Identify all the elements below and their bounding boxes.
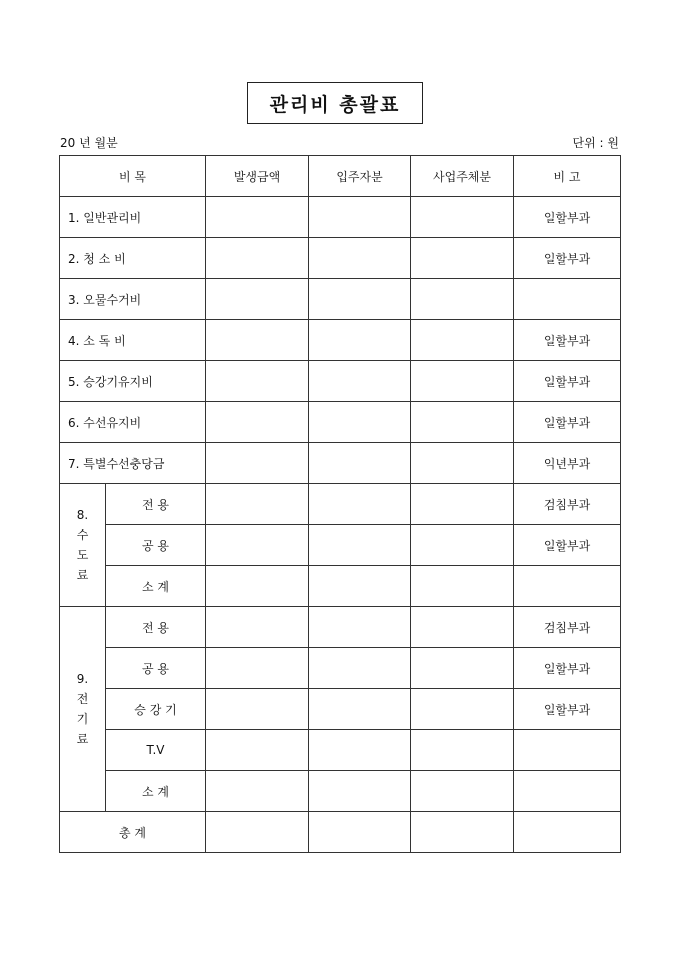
total-row (60, 812, 621, 853)
unit-label: 단위 : 원 (572, 136, 619, 150)
business-cell (411, 812, 514, 853)
business-cell (411, 730, 514, 771)
table-row (60, 197, 621, 238)
amount-cell (206, 279, 309, 320)
period-label: 20 년 월분 (60, 136, 118, 150)
table-row (60, 771, 621, 812)
business-cell (411, 238, 514, 279)
tenant-cell (309, 566, 411, 607)
sub-label: 전 용 (106, 607, 206, 648)
tenant-cell (309, 730, 411, 771)
table-row (60, 566, 621, 607)
remark-cell: 검침부과 (514, 484, 621, 525)
amount-cell (206, 607, 309, 648)
business-cell (411, 648, 514, 689)
table-row (60, 648, 621, 689)
table-row (60, 525, 621, 566)
header-business: 사업주체분 (411, 156, 514, 197)
business-cell (411, 197, 514, 238)
table-row (60, 279, 621, 320)
amount-cell (206, 361, 309, 402)
remark-cell (514, 566, 621, 607)
tenant-cell (309, 484, 411, 525)
row-label: 3. 오물수거비 (60, 279, 206, 320)
amount-cell (206, 648, 309, 689)
amount-cell (206, 689, 309, 730)
header-tenant: 입주자분 (309, 156, 411, 197)
tenant-cell (309, 525, 411, 566)
table-row (60, 689, 621, 730)
remark-cell: 일할부과 (514, 648, 621, 689)
business-cell (411, 484, 514, 525)
row-label: 6. 수선유지비 (60, 402, 206, 443)
table-row (60, 361, 621, 402)
business-cell (411, 689, 514, 730)
sub-label: T.V (106, 730, 206, 771)
group-char: 료 (76, 732, 89, 746)
row-label: 1. 일반관리비 (60, 197, 206, 238)
header-amount: 발생금액 (206, 156, 309, 197)
remark-cell: 일할부과 (514, 320, 621, 361)
group-char: 8. (76, 508, 89, 522)
remark-cell (514, 812, 621, 853)
amount-cell (206, 402, 309, 443)
remark-cell: 일할부과 (514, 197, 621, 238)
remark-cell: 일할부과 (514, 361, 621, 402)
sub-label: 공 용 (106, 525, 206, 566)
sub-label: 공 용 (106, 648, 206, 689)
row-label: 5. 승강기유지비 (60, 361, 206, 402)
row-label: 4. 소 독 비 (60, 320, 206, 361)
group-char: 도 (76, 548, 89, 562)
tenant-cell (309, 607, 411, 648)
sub-label: 승 강 기 (106, 689, 206, 730)
amount-cell (206, 525, 309, 566)
group-char: 전 (76, 692, 89, 706)
group-char: 기 (76, 712, 89, 726)
remark-cell: 검침부과 (514, 607, 621, 648)
total-label: 총 계 (60, 812, 206, 853)
tenant-cell (309, 402, 411, 443)
tenant-cell (309, 279, 411, 320)
table-row (60, 320, 621, 361)
tenant-cell (309, 689, 411, 730)
table-row (60, 607, 621, 648)
group-char: 수 (76, 528, 89, 542)
remark-cell: 일할부과 (514, 402, 621, 443)
header-item: 비 목 (60, 156, 206, 197)
tenant-cell (309, 771, 411, 812)
tenant-cell (309, 320, 411, 361)
table-row (60, 484, 621, 525)
row-label: 7. 특별수선충당금 (60, 443, 206, 484)
remark-cell: 일할부과 (514, 525, 621, 566)
tenant-cell (309, 812, 411, 853)
sub-label: 소 계 (106, 771, 206, 812)
amount-cell (206, 730, 309, 771)
business-cell (411, 279, 514, 320)
table-row (60, 730, 621, 771)
header-remark: 비 고 (514, 156, 621, 197)
amount-cell (206, 443, 309, 484)
sub-label: 소 계 (106, 566, 206, 607)
business-cell (411, 771, 514, 812)
sub-label: 전 용 (106, 484, 206, 525)
amount-cell (206, 484, 309, 525)
business-cell (411, 320, 514, 361)
row-label: 2. 청 소 비 (60, 238, 206, 279)
summary-table (59, 155, 621, 853)
amount-cell (206, 566, 309, 607)
remark-cell (514, 771, 621, 812)
document-title: 관리비 총괄표 (269, 93, 401, 116)
tenant-cell (309, 197, 411, 238)
group-char: 료 (76, 568, 89, 582)
amount-cell (206, 812, 309, 853)
amount-cell (206, 320, 309, 361)
tenant-cell (309, 648, 411, 689)
table-row (60, 402, 621, 443)
remark-cell (514, 730, 621, 771)
tenant-cell (309, 443, 411, 484)
electric-group-label (60, 607, 106, 812)
business-cell (411, 443, 514, 484)
business-cell (411, 566, 514, 607)
amount-cell (206, 771, 309, 812)
group-char: 9. (76, 672, 89, 686)
remark-cell: 일할부과 (514, 689, 621, 730)
remark-cell (514, 279, 621, 320)
remark-cell: 일할부과 (514, 238, 621, 279)
business-cell (411, 525, 514, 566)
water-group-label (60, 484, 106, 607)
remark-cell: 익년부과 (514, 443, 621, 484)
document-title-box (247, 82, 423, 124)
amount-cell (206, 238, 309, 279)
business-cell (411, 402, 514, 443)
table-row (60, 443, 621, 484)
table-row (60, 238, 621, 279)
tenant-cell (309, 361, 411, 402)
amount-cell (206, 197, 309, 238)
business-cell (411, 361, 514, 402)
business-cell (411, 607, 514, 648)
tenant-cell (309, 238, 411, 279)
header-row (60, 156, 621, 197)
